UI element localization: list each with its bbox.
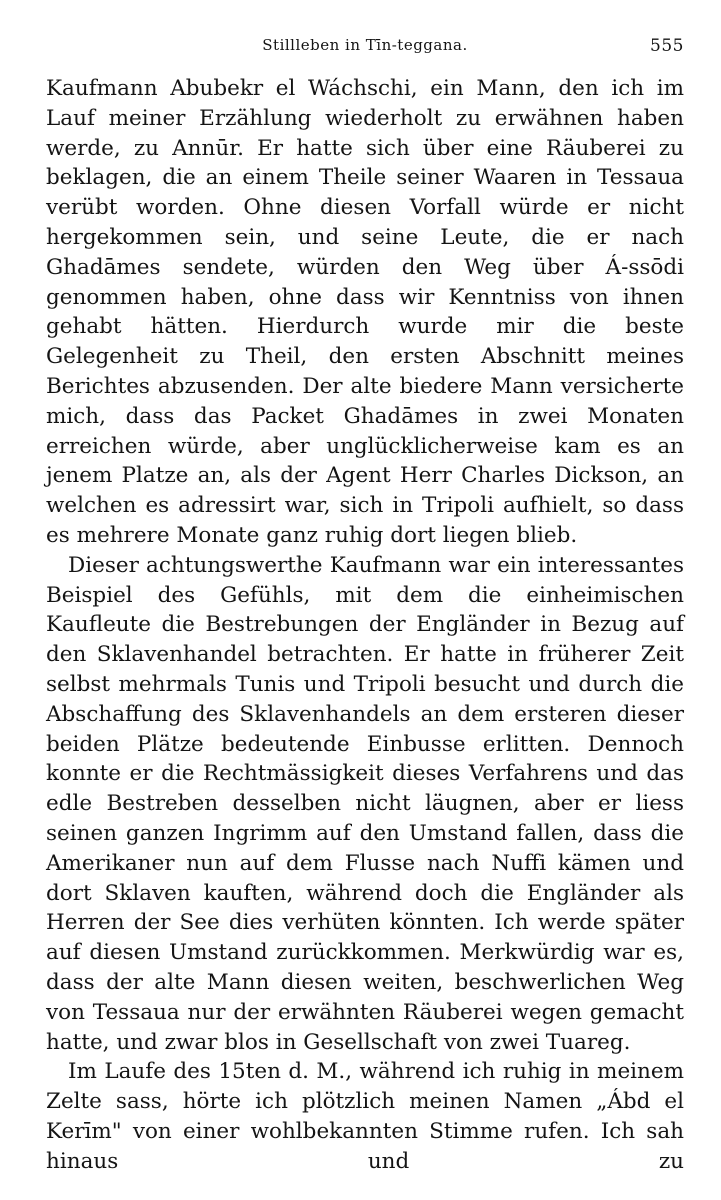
paragraph-1: Kaufmann Abubekr el Wáchschi, ein Mann, den ich im Lauf meiner Erzählung wiederholt zu erwähnen haben werde, zu Annūr. Er hatte sich über eine Räuberei zu beklagen, die an einem Theile seiner Waaren in Tessaua verübt worden. Ohne diesen Vorfall würde er nicht hergekommen sein, und seine Leute, die er nach Ghadāmes sendete, würden den Weg über Á-ssōdi genommen haben, ohne dass wir Kenntniss von ihnen gehabt hätten. Hierdurch wurde mir die beste Gelegenheit zu Theil, den ersten Abschnitt meines Berichtes abzusenden. Der alte biedere Mann versicherte mich, dass das Packet Ghadāmes in zwei Monaten erreichen würde, aber unglücklicherweise kam es an jenem Platze an, als der Agent Herr Charles Dickson, an welchen es adressirt war, sich in Tripoli aufhielt, so dass es mehrere Monate ganz ruhig dort liegen blieb. xyxy=(46,76,684,548)
body-text xyxy=(46,74,684,1176)
book-page xyxy=(46,34,684,1176)
paragraph-3: Im Laufe des 15ten d. M., während ich ruhig in meinem Zelte sass, hörte ich plötzlich meinen Namen „Ábd el Kerīm" von einer wohlbekannten Stimme rufen. Ich sah hinaus und zu xyxy=(46,1059,684,1174)
running-head: Stillleben in Tīn-teggana. xyxy=(262,36,468,54)
page-header xyxy=(46,34,684,60)
paragraph-2: Dieser achtungswerthe Kaufmann war ein interessantes Beispiel des Gefühls, mit dem die einheimischen Kaufleute die Bestrebungen der Engländer in Bezug auf den Sklavenhandel betrachten. Er hatte in früherer Zeit selbst mehrmals Tunis und Tripoli besucht und durch die Abschaffung des Sklavenhandels an dem ersteren dieser beiden Plätze bedeutende Einbusse erlitten. Dennoch konnte er die Rechtmässigkeit dieses Verfahrens und das edle Bestreben desselben nicht läugnen, aber er liess seinen ganzen Ingrimm auf den Umstand fallen, dass die Amerikaner nun auf dem Flusse nach Nuffi kämen und dort Sklaven kauften, während doch die Engländer als Herren der See dies verhüten könnten. Ich werde später auf diesen Umstand zurückkommen. Merkwürdig war es, dass der alte Mann diesen weiten, beschwerlichen Weg von Tessaua nur der erwähnten Räuberei wegen gemacht hatte, und zwar blos in Gesellschaft von zwei Tuareg. xyxy=(46,552,684,1055)
page-number: 555 xyxy=(650,36,684,56)
